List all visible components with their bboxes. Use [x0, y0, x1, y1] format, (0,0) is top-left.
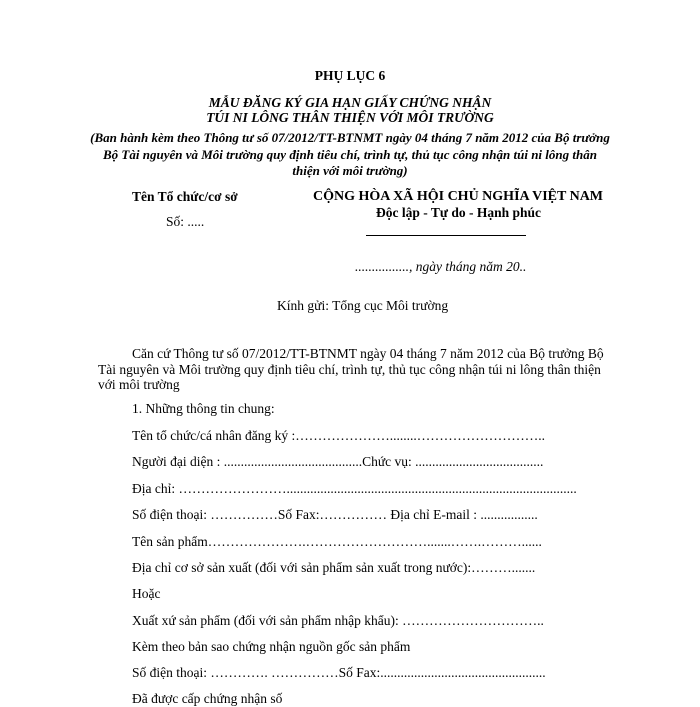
field-certificate-number: Đã được cấp chứng nhận số: [132, 691, 283, 706]
preamble-line2: Tài nguyên và Môi trường quy định tiêu chí, trình tự, thủ tục công nhận túi ni lông thân thiện: [98, 362, 601, 377]
issuance-note-line3: thiện với môi trường): [292, 163, 408, 178]
document-number: Số: .....: [166, 214, 205, 229]
date-line: ................, ngày tháng năm 20..: [355, 259, 527, 274]
field-production-address: Địa chỉ cơ sở sản xuất (đối với sản phẩm sản xuất trong nước):……….......: [132, 560, 536, 575]
recipient-line: Kính gửi: Tổng cục Môi trường: [277, 298, 449, 313]
field-representative: Người đại diện : .........................................Chức vụ: ......................................: [132, 454, 544, 469]
preamble-line1: Căn cứ Thông tư số 07/2012/TT-BTNMT ngày 04 tháng 7 năm 2012 của Bộ trưởng Bộ: [132, 346, 604, 361]
preamble-line3: với môi trường: [98, 377, 180, 392]
field-or: Hoặc: [132, 586, 161, 601]
national-motto: Độc lập - Tự do - Hạnh phúc: [376, 205, 542, 220]
field-product-origin: Xuất xứ sản phẩm (đối với sản phẩm nhập khẩu): …………………………..: [132, 613, 544, 628]
field-contact: Số điện thoại: ……………Số Fax:…………… Địa chỉ E-mail : .................: [132, 507, 538, 522]
field-contact-2: Số điện thoại: …………. ……………Số Fax:.................................................: [132, 665, 546, 680]
field-product-name: Tên sản phẩm………………….……………………….......…….………......: [132, 534, 542, 549]
organization-name-label: Tên Tổ chức/cơ sở: [132, 189, 238, 204]
field-origin-certificate: Kèm theo bản sao chứng nhận nguồn gốc sản phẩm: [132, 639, 411, 654]
field-registrant-name: Tên tổ chức/cá nhân đăng ký :…………………........………………………..: [132, 428, 546, 443]
issuance-note-line2: Bộ Tài nguyên và Môi trường quy định tiêu chí, trình tự, thủ tục công nhận túi ni lông thân: [103, 147, 597, 162]
form-title-line1: MẪU ĐĂNG KÝ GIA HẠN GIẤY CHỨNG NHẬN: [208, 95, 492, 110]
form-title-line2: TÚI NI LÔNG THÂN THIỆN VỚI MÔI TRƯỜNG: [206, 110, 494, 125]
section1-heading: 1. Những thông tin chung:: [132, 401, 275, 416]
national-title: CỘNG HÒA XÃ HỘI CHỦ NGHĨA VIỆT NAM: [313, 189, 604, 204]
field-address: Địa chỉ: ……………………......................................................................................: [132, 481, 577, 496]
issuance-note-line1: (Ban hành kèm theo Thông tư số 07/2012/TT-BTNMT ngày 04 tháng 7 năm 2012 của Bộ trưởng: [90, 130, 610, 145]
appendix-heading: PHỤ LỤC 6: [314, 68, 386, 83]
motto-underline: [366, 235, 526, 236]
